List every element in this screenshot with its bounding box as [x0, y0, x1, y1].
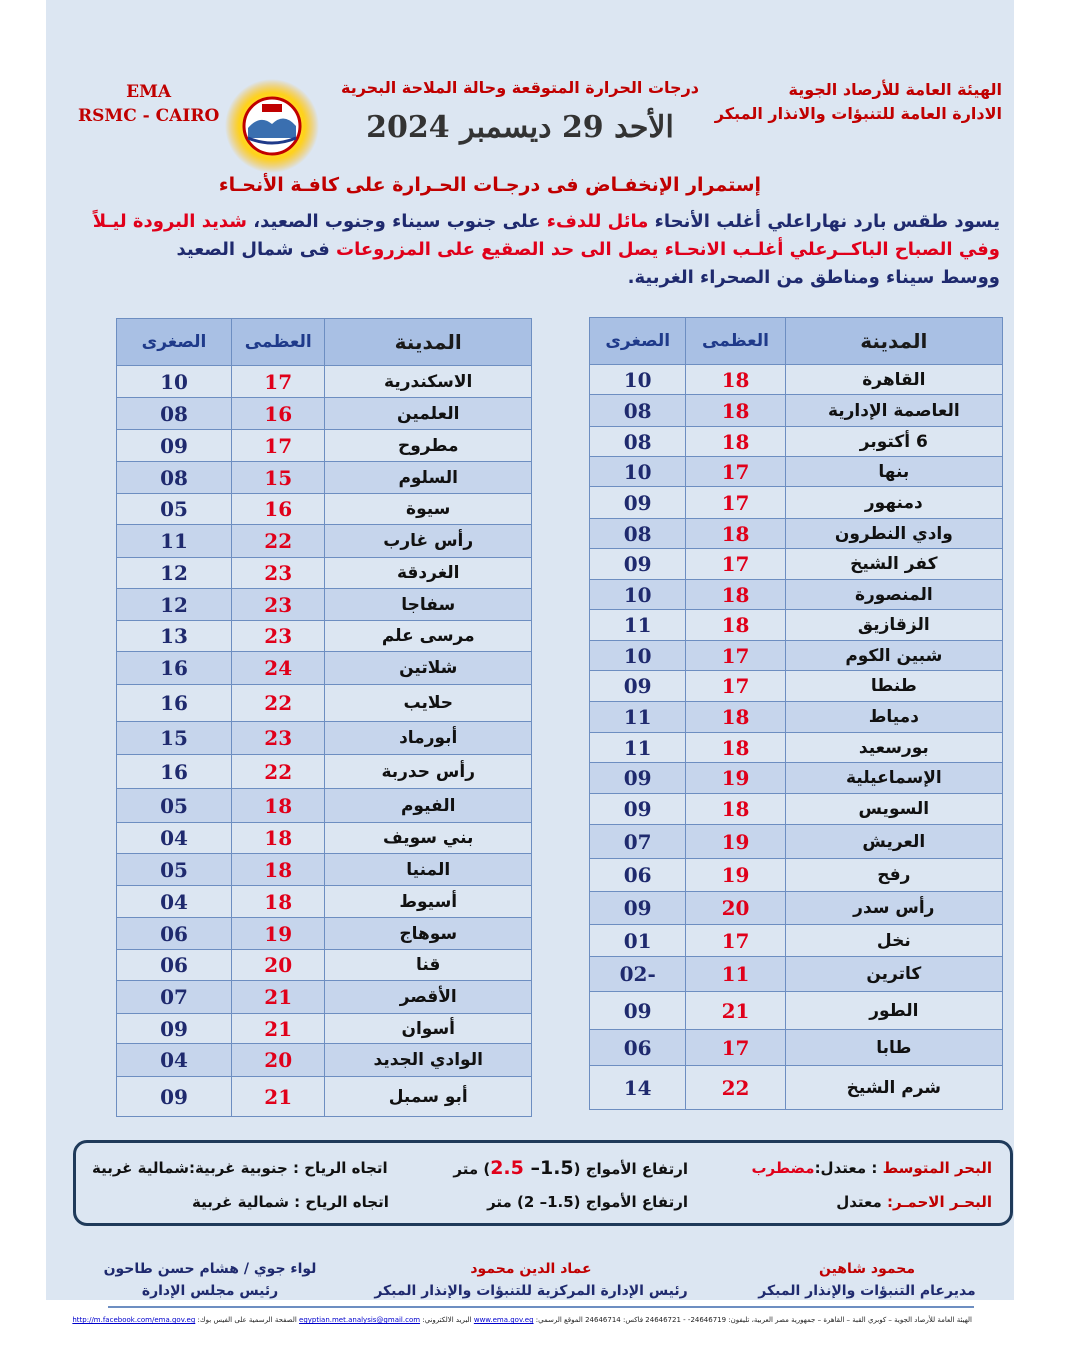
cell-city: الأقصر: [325, 981, 532, 1014]
cell-min: 06: [117, 918, 232, 950]
med-sea-state-red: مضطرب: [751, 1159, 815, 1177]
cell-city: السلوم: [325, 462, 532, 494]
signature-name: لواء جوي / هشام حسن طاحون: [103, 1261, 317, 1277]
cell-city: طابا: [785, 1030, 1002, 1066]
cell-max: 23: [232, 722, 325, 755]
table-row: [590, 1030, 1003, 1066]
table-header-row: [590, 318, 1003, 365]
cell-city: العاصمة الإدارية: [785, 395, 1002, 427]
cell-min: 13: [117, 621, 232, 652]
bulletin-date: الأحد 29 ديسمبر 2024: [366, 110, 674, 145]
cell-min: 01: [590, 925, 686, 957]
table-row: [590, 427, 1003, 457]
cell-city: الفيوم: [325, 789, 532, 823]
sea-state-box: [73, 1140, 1013, 1226]
cell-min: 08: [590, 519, 686, 549]
cell-max: 16: [232, 398, 325, 430]
cell-max: 21: [686, 992, 785, 1030]
table-row: [117, 398, 532, 430]
cell-city: العريش: [785, 825, 1002, 859]
cell-max: 17: [232, 430, 325, 462]
red-sea-state: [836, 1193, 992, 1211]
temperature-table-right: [589, 317, 1003, 1110]
cell-city: كفر الشيخ: [785, 549, 1002, 580]
table-row: [117, 621, 532, 652]
table-row: [117, 789, 532, 823]
table-header-row: [117, 319, 532, 366]
cell-max: 18: [686, 580, 785, 610]
cell-city: قنا: [325, 950, 532, 981]
cell-min: 10: [590, 641, 686, 671]
cell-city: الإسماعيلية: [785, 763, 1002, 794]
cell-max: 23: [232, 621, 325, 652]
summary-part-2: مائل للدفء: [546, 211, 649, 232]
cell-max: 18: [232, 854, 325, 886]
cell-max: 19: [686, 859, 785, 892]
cell-max: 19: [686, 763, 785, 794]
med-sea-wind: اتجاه الرياح : جنوبية غربية:شمالية غربية: [92, 1159, 388, 1177]
cell-max: 20: [686, 892, 785, 925]
forecast-summary: [70, 208, 1000, 292]
table-row: [590, 794, 1003, 825]
table-row: [117, 685, 532, 722]
cell-min: 09: [117, 1014, 232, 1044]
table-row: [590, 1066, 1003, 1110]
headline: إستمرار الإنخفـاض فى درجـات الحـرارة على كافـة الأنحـاء: [218, 174, 762, 196]
cell-max: 22: [232, 755, 325, 789]
cell-city: بنها: [785, 457, 1002, 487]
cell-city: مطروح: [325, 430, 532, 462]
ema-line-2: RSMC - CAIRO: [78, 106, 220, 126]
cell-min: 11: [590, 733, 686, 763]
cell-min: -02: [590, 957, 686, 992]
cell-max: 18: [686, 702, 785, 733]
cell-max: 20: [232, 1044, 325, 1077]
red-sea-waves: ارتفاع الأمواج (1.5– 2) متر: [487, 1193, 688, 1211]
cell-max: 18: [232, 823, 325, 854]
header-city: المدينة: [785, 318, 1002, 365]
cell-max: 21: [232, 1077, 325, 1117]
cell-min: 10: [590, 457, 686, 487]
footer-email-label: البريد الالكتروني:: [420, 1316, 474, 1324]
cell-city: مرسى علم: [325, 621, 532, 652]
table-row: [590, 457, 1003, 487]
table-row: [117, 525, 532, 558]
med-waves-suffix: ) متر: [453, 1160, 491, 1178]
cell-min: 09: [590, 671, 686, 702]
cell-city: دمياط: [785, 702, 1002, 733]
cell-max: 17: [686, 487, 785, 519]
footer-contact: [72, 1316, 972, 1324]
cell-city: السويس: [785, 794, 1002, 825]
footer-website-link[interactable]: www.ema.gov.eg: [473, 1316, 534, 1324]
table-row: [117, 366, 532, 398]
cell-max: 18: [686, 395, 785, 427]
cell-max: 18: [686, 794, 785, 825]
table-row: [117, 981, 532, 1014]
summary-part-1: يسود طقس بارد نهاراعلي أغلب الأنحاء: [648, 211, 1000, 232]
cell-min: 16: [117, 755, 232, 789]
cell-city: كاترين: [785, 957, 1002, 992]
cell-max: 18: [686, 427, 785, 457]
table-row: [590, 892, 1003, 925]
cell-min: 09: [590, 992, 686, 1030]
header-city: المدينة: [325, 319, 532, 366]
cell-city: بورسعيد: [785, 733, 1002, 763]
med-sea-name: البحر المتوسط: [882, 1159, 992, 1177]
cell-min: 11: [590, 702, 686, 733]
cell-max: 23: [232, 589, 325, 621]
cell-max: 18: [686, 733, 785, 763]
cell-city: الاسكندرية: [325, 366, 532, 398]
med-waves-prefix: ارتفاع الأمواج (: [573, 1160, 688, 1178]
cell-max: 17: [686, 549, 785, 580]
table-row: [117, 918, 532, 950]
cell-max: 17: [686, 641, 785, 671]
cell-city: القاهرة: [785, 365, 1002, 395]
cell-min: 12: [117, 589, 232, 621]
cell-city: أبورماد: [325, 722, 532, 755]
cell-min: 09: [117, 1077, 232, 1117]
cell-city: الغردقة: [325, 558, 532, 589]
cell-city: شرم الشيخ: [785, 1066, 1002, 1110]
cell-min: 14: [590, 1066, 686, 1110]
cell-city: الوادي الجديد: [325, 1044, 532, 1077]
table-row: [590, 992, 1003, 1030]
summary-part-8: ووسط سيناء ومناطق من الصحراء الغربية.: [627, 267, 1000, 288]
med-sea-state-label: : معتدل:: [814, 1159, 883, 1177]
cell-max: 18: [686, 519, 785, 549]
cell-city: رأس سدر: [785, 892, 1002, 925]
org-line-1: الهيئة العامة للأرصاد الجوية: [788, 80, 1002, 99]
red-sea-state-value: معتدل: [836, 1193, 887, 1211]
med-sea-waves: [453, 1157, 688, 1179]
cell-min: 09: [590, 892, 686, 925]
cell-max: 17: [686, 1030, 785, 1066]
cell-min: 09: [117, 430, 232, 462]
cell-city: أسوان: [325, 1014, 532, 1044]
cell-max: 18: [686, 610, 785, 641]
cell-city: طنطا: [785, 671, 1002, 702]
table-row: [590, 610, 1003, 641]
ema-sun-logo-icon: [224, 78, 320, 174]
table-row: [590, 763, 1003, 794]
cell-city: أبو سمبل: [325, 1077, 532, 1117]
table-row: [590, 925, 1003, 957]
table-row: [590, 825, 1003, 859]
cell-max: 17: [686, 925, 785, 957]
table-row: [590, 671, 1003, 702]
cell-city: الزقازيق: [785, 610, 1002, 641]
cell-city: وادي النطرون: [785, 519, 1002, 549]
table-row: [117, 1014, 532, 1044]
cell-min: 08: [590, 395, 686, 427]
signature-name: عماد الدين محمود: [470, 1261, 592, 1277]
cell-max: 18: [686, 365, 785, 395]
cell-min: 11: [590, 610, 686, 641]
cell-min: 06: [590, 1030, 686, 1066]
cell-max: 11: [686, 957, 785, 992]
cell-min: 05: [117, 789, 232, 823]
table-row: [117, 462, 532, 494]
cell-min: 09: [590, 549, 686, 580]
cell-min: 04: [117, 823, 232, 854]
signature-title: رئيس الإدارة المركزية للتنبؤات والإنذار المبكر: [374, 1283, 688, 1299]
med-sea-state: [751, 1159, 992, 1177]
table-row: [590, 395, 1003, 427]
table-row: [590, 519, 1003, 549]
signature-board-chairman: [100, 1258, 320, 1302]
med-waves-low: 1.5: [539, 1157, 574, 1179]
med-waves-dash: –: [523, 1157, 540, 1179]
cell-max: 21: [232, 981, 325, 1014]
table-row: [117, 886, 532, 918]
cell-city: رفح: [785, 859, 1002, 892]
signature-forecast-director: [732, 1258, 1002, 1302]
cell-city: حلايب: [325, 685, 532, 722]
cell-city: شلاتين: [325, 652, 532, 685]
ema-label: [78, 80, 219, 128]
table-row: [117, 1044, 532, 1077]
cell-max: 23: [232, 558, 325, 589]
cell-min: 06: [590, 859, 686, 892]
table-row: [590, 549, 1003, 580]
table-row: [117, 558, 532, 589]
cell-min: 10: [590, 365, 686, 395]
cell-city: شبين الكوم: [785, 641, 1002, 671]
footer-facebook-label: الصفحة الرسمية على الفيس بوك:: [195, 1316, 300, 1324]
cell-city: أسيوط: [325, 886, 532, 918]
table-row: [590, 859, 1003, 892]
table-row: [117, 823, 532, 854]
cell-min: 05: [117, 854, 232, 886]
table-row: [590, 580, 1003, 610]
table-row: [117, 950, 532, 981]
cell-city: سفاجا: [325, 589, 532, 621]
bulletin-subtitle: درجات الحرارة المتوقعة وحالة الملاحة البحرية: [340, 78, 699, 97]
cell-min: 08: [117, 398, 232, 430]
header-max: العظمى: [232, 319, 325, 366]
signature-title: مديرعام التنبؤات والإنذار المبكر: [758, 1283, 976, 1299]
cell-max: 20: [232, 950, 325, 981]
cell-min: 07: [590, 825, 686, 859]
cell-max: 17: [686, 671, 785, 702]
cell-city: المنيا: [325, 854, 532, 886]
ema-line-1: EMA: [126, 82, 172, 102]
cell-min: 12: [117, 558, 232, 589]
red-sea-name: البحـر الاحمـر:: [886, 1193, 992, 1211]
cell-city: المنصورة: [785, 580, 1002, 610]
cell-min: 04: [117, 1044, 232, 1077]
cell-min: 06: [117, 950, 232, 981]
table-row: [117, 722, 532, 755]
cell-city: دمنهور: [785, 487, 1002, 519]
table-row: [117, 755, 532, 789]
summary-part-7: فى شمال الصعيد: [176, 239, 337, 260]
cell-min: 09: [590, 794, 686, 825]
table-row: [590, 702, 1003, 733]
table-row: [117, 854, 532, 886]
header-min: الصغرى: [117, 319, 232, 366]
cell-max: 17: [232, 366, 325, 398]
cell-min: 05: [117, 494, 232, 525]
cell-max: 18: [232, 886, 325, 918]
cell-city: العلمين: [325, 398, 532, 430]
table-row: [590, 487, 1003, 519]
cell-min: 08: [590, 427, 686, 457]
table-row: [117, 652, 532, 685]
cell-min: 11: [117, 525, 232, 558]
cell-min: 10: [590, 580, 686, 610]
footer-email-link[interactable]: egyptian.met.analysis@gmail.com: [299, 1316, 421, 1324]
cell-city: الطور: [785, 992, 1002, 1030]
cell-min: 08: [117, 462, 232, 494]
cell-max: 22: [686, 1066, 785, 1110]
footer-divider: [108, 1306, 974, 1308]
cell-city: نخل: [785, 925, 1002, 957]
table-row: [117, 1077, 532, 1117]
cell-max: 16: [232, 494, 325, 525]
table-row: [117, 494, 532, 525]
cell-min: 04: [117, 886, 232, 918]
signature-name: محمود شاهين: [818, 1261, 916, 1277]
cell-max: 18: [232, 789, 325, 823]
cell-min: 09: [590, 487, 686, 519]
cell-max: 24: [232, 652, 325, 685]
organization-name: [715, 78, 1002, 126]
table-row: [590, 641, 1003, 671]
table-row: [590, 957, 1003, 992]
cell-max: 22: [232, 525, 325, 558]
table-row: [117, 589, 532, 621]
cell-city: سيوة: [325, 494, 532, 525]
cell-city: بني سويف: [325, 823, 532, 854]
cell-max: 22: [232, 685, 325, 722]
cell-max: 19: [686, 825, 785, 859]
cell-min: 16: [117, 652, 232, 685]
cell-max: 21: [232, 1014, 325, 1044]
header-min: الصغرى: [590, 318, 686, 365]
cell-city: رأس حدربة: [325, 755, 532, 789]
cell-city: 6 أكتوبر: [785, 427, 1002, 457]
cell-city: سوهاج: [325, 918, 532, 950]
summary-part-6: حد الصقيع على المزروعات: [336, 239, 575, 260]
med-waves-high: 2.5: [490, 1157, 524, 1179]
table-row: [117, 430, 532, 462]
summary-part-4: شديد البرودة ليـلاً: [92, 211, 247, 232]
table-row: [590, 365, 1003, 395]
signature-title: رئيس مجلس الإدارة: [141, 1283, 279, 1299]
cell-max: 15: [232, 462, 325, 494]
cell-min: 10: [117, 366, 232, 398]
footer-address: الهيئة العامة للأرصاد الجوية – كوبري القبة – القاهرة – جمهورية مصر العربية، تليفون: 24646719- - 24646721 فاكس: 24646714 الموقع الرسمي:: [533, 1316, 972, 1324]
cell-max: 17: [686, 457, 785, 487]
footer-facebook-link[interactable]: http://m.facebook.com/ema.gov.eg: [72, 1316, 196, 1324]
cell-min: 15: [117, 722, 232, 755]
summary-part-3: على جنوب سيناء وجنوب الصعيد،: [246, 211, 547, 232]
cell-min: 16: [117, 685, 232, 722]
signature-central-director: [366, 1258, 696, 1302]
cell-city: رأس غارب: [325, 525, 532, 558]
red-sea-wind: اتجاه الرياح : شمالية غربية: [192, 1193, 389, 1211]
temperature-table-left: [116, 318, 532, 1117]
header-max: العظمى: [686, 318, 785, 365]
cell-min: 07: [117, 981, 232, 1014]
cell-max: 19: [232, 918, 325, 950]
summary-part-5: وفي الصباح الباكــرعلي أغلـب الانحـاء يصل الى: [574, 239, 1000, 260]
table-row: [590, 733, 1003, 763]
org-line-2: الادارة العامة للتنبؤات والانذار المبكر: [714, 104, 1002, 123]
cell-min: 09: [590, 763, 686, 794]
